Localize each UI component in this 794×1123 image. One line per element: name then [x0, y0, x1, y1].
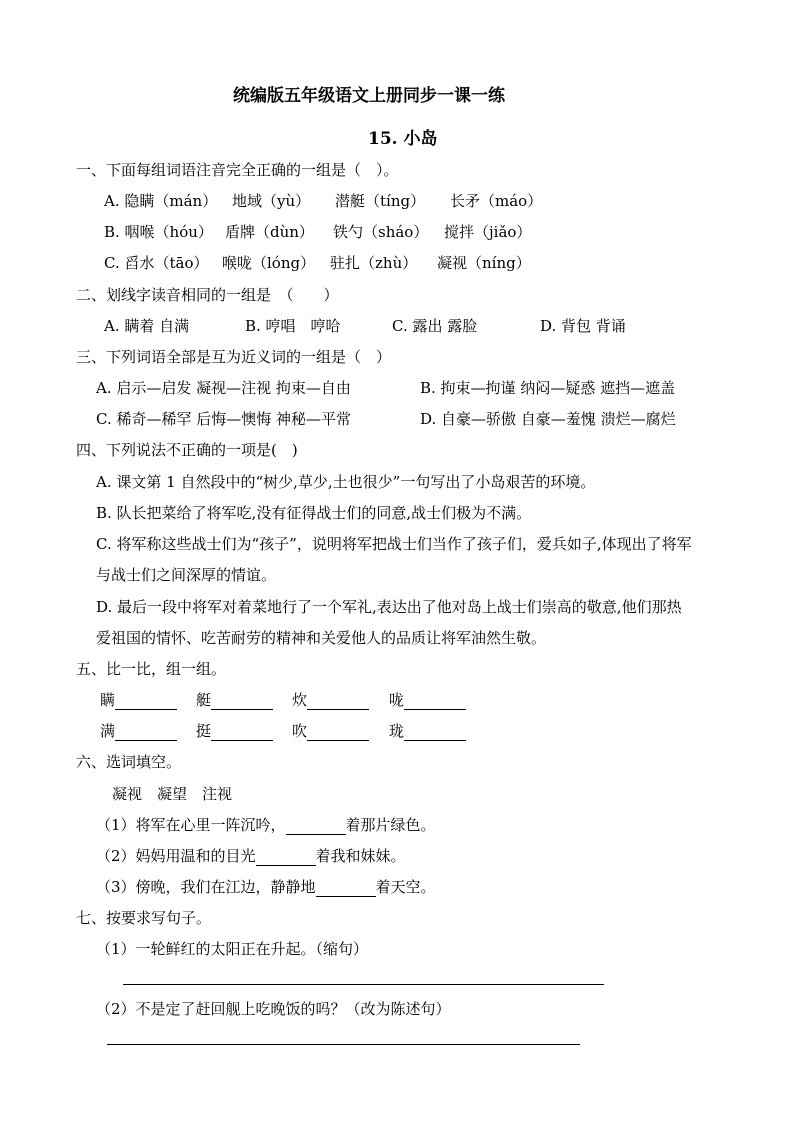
q5-char-1: 瞒: [100, 690, 177, 710]
answer-blank[interactable]: [286, 834, 346, 835]
q1-option-c4: 凝视（níng）: [437, 254, 531, 272]
q5-char-5: 满: [100, 721, 177, 741]
q7-item-2: （2）不是定了赶回舰上吃晚饭的吗？（改为陈述句）: [96, 1000, 451, 1018]
q3-option-c: C. 稀奇—稀罕 后悔—懊悔 神秘—平常: [96, 410, 352, 428]
q2-option-c: C. 露出 露脸: [392, 317, 478, 335]
answer-blank[interactable]: [115, 740, 177, 741]
worksheet-title: 统编版五年级语文上册同步一课一练: [233, 86, 505, 106]
q3-option-a: A. 启示—启发 凝视—注视 拘束—自由: [96, 379, 351, 397]
q4-option-c-cont: 与战士们之间深厚的情谊。: [96, 566, 277, 584]
q1-option-c3: 驻扎（zhù）: [330, 254, 418, 272]
q4-option-b: B. 队长把菜给了将军吃,没有征得战士们的同意,战士们极为不满。: [96, 504, 532, 522]
q1-option-a2: 地域（yù）: [232, 192, 311, 210]
answer-blank[interactable]: [404, 740, 466, 741]
question-1-heading: 一、下面每组词语注音完全正确的一组是（ ）。: [76, 161, 399, 179]
answer-blank[interactable]: [404, 709, 466, 710]
answer-blank[interactable]: [316, 896, 376, 897]
q1-option-a1: A. 隐瞒（mán）: [104, 192, 218, 210]
q5-char-2: 艇: [196, 690, 273, 710]
q5-char-7: 吹: [292, 721, 369, 741]
answer-blank[interactable]: [211, 740, 273, 741]
question-2-heading: 二、划线字读音相同的一组是 （ ）: [76, 286, 339, 304]
q7-item-1: （1）一轮鲜红的太阳正在升起。（缩句）: [96, 940, 369, 958]
q1-option-a3: 潜艇（tíng）: [335, 192, 426, 210]
q2-option-d: D. 背包 背诵: [540, 317, 626, 335]
answer-blank[interactable]: [115, 709, 177, 710]
q1-option-b2: 盾牌（dùn）: [225, 223, 314, 241]
q5-char-6: 挺: [196, 721, 273, 741]
lesson-title: 15. 小岛: [368, 129, 438, 149]
q4-option-a: A. 课文第 1 自然段中的“树少,草少,土也很少”一句写出了小岛艰苦的环境。: [96, 473, 596, 491]
question-3-heading: 三、下列词语全部是互为近义词的一组是（ ）: [76, 348, 392, 366]
answer-blank[interactable]: [307, 740, 369, 741]
answer-blank[interactable]: [256, 865, 316, 866]
q5-char-8: 珑: [389, 721, 466, 741]
q1-option-c2: 喉咙（lóng）: [222, 254, 316, 272]
q6-word-choices: 凝视 凝望 注视: [112, 785, 233, 803]
q1-option-a4: 长矛（máo）: [450, 192, 543, 210]
question-5-heading: 五、比一比，组一组。: [76, 660, 227, 678]
q6-sentence-3: （3）傍晚，我们在江边，静静地 着天空。: [96, 878, 436, 896]
q6-sentence-1: （1）将军在心里一阵沉吟， 着那片绿色。: [96, 816, 436, 834]
q3-option-d: D. 自豪—骄傲 自豪—羞愧 溃烂—腐烂: [420, 410, 676, 428]
q4-option-c: C. 将军称这些战士们为“孩子”，说明将军把战士们当作了孩子们，爱兵如子,体现出了将军: [96, 535, 692, 553]
answer-line-2[interactable]: [107, 1044, 580, 1045]
answer-blank[interactable]: [211, 709, 273, 710]
q1-option-c1: C. 舀水（tāo）: [104, 254, 209, 272]
q4-option-d: D. 最后一段中将军对着菜地行了一个军礼,表达出了他对岛上战士们崇高的敬意,他们那热: [96, 598, 682, 616]
q6-sentence-2: （2）妈妈用温和的目光 着我和妹妹。: [96, 847, 406, 865]
q1-option-b1: B. 咽喉（hóu）: [104, 223, 213, 241]
answer-blank[interactable]: [307, 709, 369, 710]
answer-line-1[interactable]: [123, 984, 604, 985]
q3-option-b: B. 拘束—拘谨 纳闷—疑惑 遮挡—遮盖: [420, 379, 676, 397]
q2-option-b: B. 哼唱 哼哈: [245, 317, 341, 335]
q5-char-3: 炊: [292, 690, 369, 710]
q4-option-d-cont: 爱祖国的情怀、吃苦耐劳的精神和关爱他人的品质让将军油然生敬。: [96, 629, 547, 647]
question-4-heading: 四、下列说法不正确的一项是( ): [76, 441, 298, 459]
q5-char-4: 咙: [389, 690, 466, 710]
q2-option-a: A. 瞒着 自满: [104, 317, 190, 335]
question-7-heading: 七、按要求写句子。: [76, 909, 212, 927]
q1-option-b4: 搅拌（jiǎo）: [444, 223, 532, 241]
question-6-heading: 六、选词填空。: [76, 753, 182, 771]
q1-option-b3: 铁勺（sháo）: [333, 223, 429, 241]
